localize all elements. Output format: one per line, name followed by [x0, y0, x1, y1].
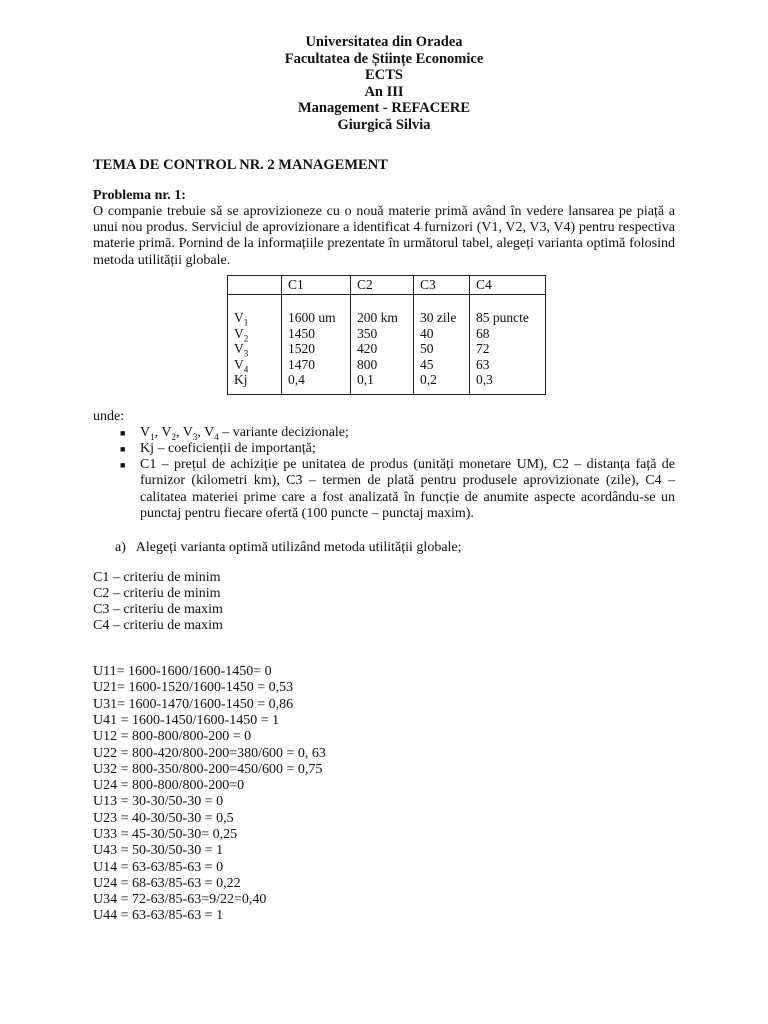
question-a-label: a)	[115, 540, 126, 556]
table-cell: 30 zile	[420, 310, 457, 326]
criteria-line: C3 – criteriu de maxim	[93, 602, 223, 618]
variants-text: – variante decizionale;	[218, 424, 349, 440]
table-header-row	[228, 275, 546, 295]
problem-heading: Problema nr. 1:	[93, 188, 186, 203]
criteria-table	[227, 275, 546, 395]
table-cell: 72	[476, 341, 490, 357]
header-year: An III	[364, 83, 404, 100]
question-a	[93, 540, 675, 556]
formula-line: U22 = 800-420/800-200=380/600 = 0, 63	[93, 745, 326, 761]
formula-line: U33 = 45-30/50-30= 0,25	[93, 827, 238, 842]
variants-label: $V_1$, $V_2$, $V_3$, $V_4$	[140, 424, 219, 442]
document-header	[93, 34, 675, 133]
table-cell: 0,4	[288, 372, 305, 388]
definitions-intro: unde:	[93, 408, 125, 424]
formula-line: U24 = 68-63/85-63 = 0,22	[93, 875, 241, 891]
square-bullet-icon: ■	[120, 460, 126, 471]
table-header-cell: C1	[282, 275, 351, 295]
formula-line: U43 = 50-30/50-30 = 1	[93, 843, 224, 859]
row-label: $V_2$	[234, 325, 249, 344]
criteria-line: C1 – criteriu de minim	[93, 570, 221, 586]
formula-line: U21= 1600-1520/1600-1450 = 0,53	[93, 680, 294, 696]
formula-line: U31= 1600-1470/1600-1450 = 0,86	[93, 696, 294, 712]
table-cell: 45	[420, 356, 434, 372]
table-cell: 1600 um	[288, 310, 336, 326]
table-cell: 420	[357, 341, 378, 357]
table-cell: 50	[420, 341, 434, 357]
header-faculty: Facultatea de Științe Economice	[284, 50, 484, 67]
question-a-text: Alegeți varianta optimă utilizând metoda utilității globale;	[135, 540, 462, 556]
square-bullet-icon: ■	[120, 427, 126, 438]
criteria-definition: C1 – prețul de achiziție pe unitatea de produs (unități monetare UM), C2 – distanța față de furnizor (kilometri km), C3 – termen de plată pentru produsele aprovizionate (zile), C4 – calitatea materiei prime care a fost analizată în funcție de anumite aspecte acordându-se un punctaj pentru fiecare ofertă (100 puncte – punctaj maxim).	[140, 457, 675, 521]
table-cell: 68	[476, 325, 490, 341]
row-label: $V_1$	[234, 310, 249, 328]
table-header-cell: C3	[414, 275, 470, 295]
table-column-c1	[282, 295, 351, 395]
table-column-c2	[351, 295, 414, 395]
table-header-cell	[228, 275, 282, 295]
table-cell: 1450	[288, 325, 315, 341]
definitions-list	[93, 425, 675, 522]
table-cell: 85 puncte	[476, 310, 529, 326]
formula-line: U44 = 63-63/85-63 = 1	[93, 908, 224, 924]
header-program: ECTS	[365, 67, 403, 83]
table-header-cell: C2	[351, 275, 414, 295]
formula-line: U41 = 1600-1450/1600-1450 = 1	[93, 712, 280, 728]
table-cell: 350	[357, 325, 378, 341]
table-cell: 1470	[288, 356, 315, 372]
utility-formulas	[93, 664, 675, 925]
table-column-c4	[470, 295, 546, 395]
formula-line: U12 = 800-800/800-200 = 0	[93, 729, 252, 745]
formula-line: U24 = 800-800/800-200=0	[93, 778, 245, 794]
table-header-cell: C4	[470, 275, 546, 295]
row-label: $V_4$	[234, 356, 249, 375]
table-cell: 0,2	[420, 372, 437, 388]
row-label: Kj	[234, 372, 248, 388]
formula-line: U23 = 40-30/50-30 = 0,5	[93, 810, 234, 826]
formula-line: U13 = 30-30/50-30 = 0	[93, 794, 224, 810]
table-cell: 63	[476, 356, 490, 372]
formula-line: U11= 1600-1600/1600-1450= 0	[93, 664, 272, 680]
table-row-labels	[228, 295, 282, 395]
document-page	[93, 34, 675, 925]
table-column-c3	[414, 295, 470, 395]
list-item	[120, 457, 675, 522]
header-author: Giurgică Silvia	[337, 116, 431, 133]
list-item	[120, 425, 675, 441]
formula-line: U32 = 800-350/800-200=450/600 = 0,75	[93, 761, 323, 777]
kj-definition: Kj – coeficienții de importanță;	[140, 441, 316, 457]
table-cell: 200 km	[357, 310, 398, 326]
problem-intro: O companie trebuie să se aprovizioneze cu o nouă materie primă având în vedere lansarea pe piață a unui nou produs. Serviciul de aprovizionare a identificat 4 furnizori (V1, V2, V3, V4) pentru respectiva materie primă. Pornind de la informațiile prezentate în următorul tabel, alegeți varianta optimă folosind metoda utilității globale.	[93, 204, 675, 268]
formula-line: U14 = 63-63/85-63 = 0	[93, 859, 224, 875]
table-cell: 40	[420, 325, 434, 341]
row-label: $V_3$	[234, 341, 249, 359]
criteria-list	[93, 570, 675, 634]
criteria-line: C2 – criteriu de minim	[93, 586, 221, 602]
header-university: Universitatea din Oradea	[305, 34, 463, 50]
table-cell: 0,1	[357, 372, 374, 388]
document-title: TEMA DE CONTROL NR. 2 MANAGEMENT	[93, 157, 388, 173]
list-item	[120, 441, 675, 457]
table-cell: 1520	[288, 341, 315, 357]
formula-line: U34 = 72-63/85-63=9/22=0,40	[93, 892, 267, 908]
criteria-line: C4 – criteriu de maxim	[93, 618, 223, 634]
header-course: Management - REFACERE	[297, 100, 471, 116]
square-bullet-icon: ■	[120, 444, 126, 455]
table-data-row	[228, 295, 546, 395]
table-cell: 0,3	[476, 372, 493, 388]
table-cell: 800	[357, 356, 378, 372]
